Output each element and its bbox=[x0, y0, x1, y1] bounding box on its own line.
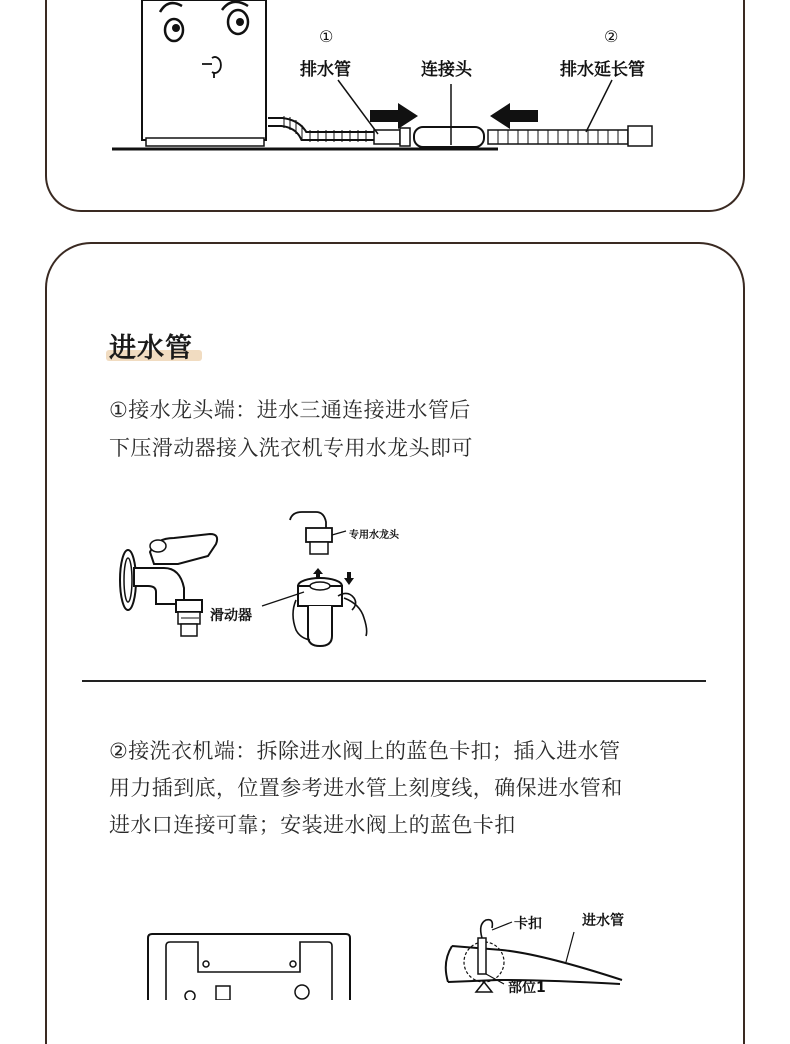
inlet-pipe-label: 进水管 bbox=[582, 913, 624, 929]
connector-label: 连接头 bbox=[421, 60, 472, 80]
section-title: 进水管 bbox=[109, 333, 193, 364]
step2-line3: 进水口连接可靠；安装进水阀上的蓝色卡扣 bbox=[109, 813, 516, 837]
step2-line2: 用力插到底，位置参考进水管上刻度线，确保进水管和 bbox=[109, 776, 623, 800]
marker-2: ② bbox=[604, 27, 619, 46]
dedicated-faucet-label: 专用水龙头 bbox=[349, 530, 399, 541]
drain-hose-label: 排水管 bbox=[300, 60, 351, 80]
extension-hose-label: 排水延长管 bbox=[560, 60, 645, 80]
slider-label: 滑动器 bbox=[210, 608, 252, 624]
clip-label: 卡扣 bbox=[514, 916, 542, 932]
step1-line2: 下压滑动器接入洗衣机专用水龙头即可 bbox=[109, 436, 473, 460]
step1-line1: ①接水龙头端：进水三通连接进水管后 bbox=[109, 398, 471, 422]
step2-line1: ②接洗衣机端：拆除进水阀上的蓝色卡扣；插入进水管 bbox=[109, 739, 621, 763]
part1-label: 部位1 bbox=[508, 980, 546, 996]
marker-1: ① bbox=[319, 27, 334, 46]
